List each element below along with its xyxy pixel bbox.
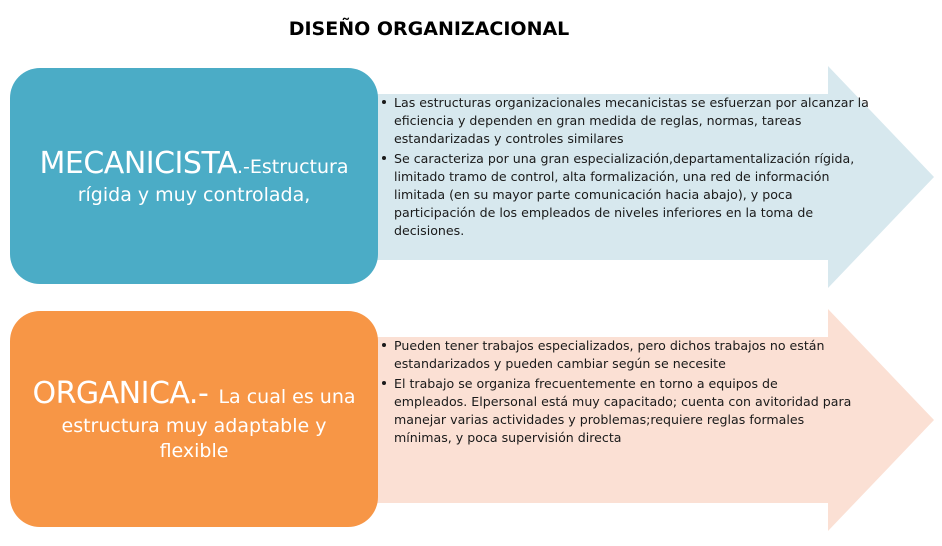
mecanicista-term: MECANICISTA <box>39 145 237 181</box>
mecanicista-box <box>10 68 378 284</box>
mecanicista-bullet: Las estructuras organizacionales mecanicistas se esfuerzan por alcanzar la eficiencia y dependen en gran medida de reglas, normas, tareas estandarizadas y controles similares <box>382 94 870 148</box>
diagram-title: DISEÑO ORGANIZACIONAL <box>288 18 570 40</box>
organica-description: La cual es una estructura muy adaptable y flexible <box>61 386 356 462</box>
mecanicista-bullet: Se caracteriza por una gran especialización,departamentalización rígida, limitado tramo de control, alta formalización, una red de información limitada (en su mayor parte comunicación hacia abajo), y poca participación de los empleados de niveles inferiores en la toma de decisiones. <box>382 150 870 240</box>
organica-bullet: Pueden tener trabajos especializados, pero dichos trabajos no están estandarizados y pueden cambiar según se necesite <box>382 337 852 373</box>
organica-term: ORGANICA.- <box>32 376 209 412</box>
organica-bullet-list <box>382 337 852 449</box>
mecanicista-bullet-list <box>382 94 870 242</box>
mecanicista-description: .-Estructura rígida y muy controlada, <box>77 155 349 207</box>
organica-box <box>10 311 378 527</box>
organica-bullet: El trabajo se organiza frecuentemente en torno a equipos de empleados. Elpersonal está muy capacitado; cuenta con avitoridad para manejar varias actividades y problemas;requiere reglas formales mínimas, y poca supervisión directa <box>382 375 852 447</box>
